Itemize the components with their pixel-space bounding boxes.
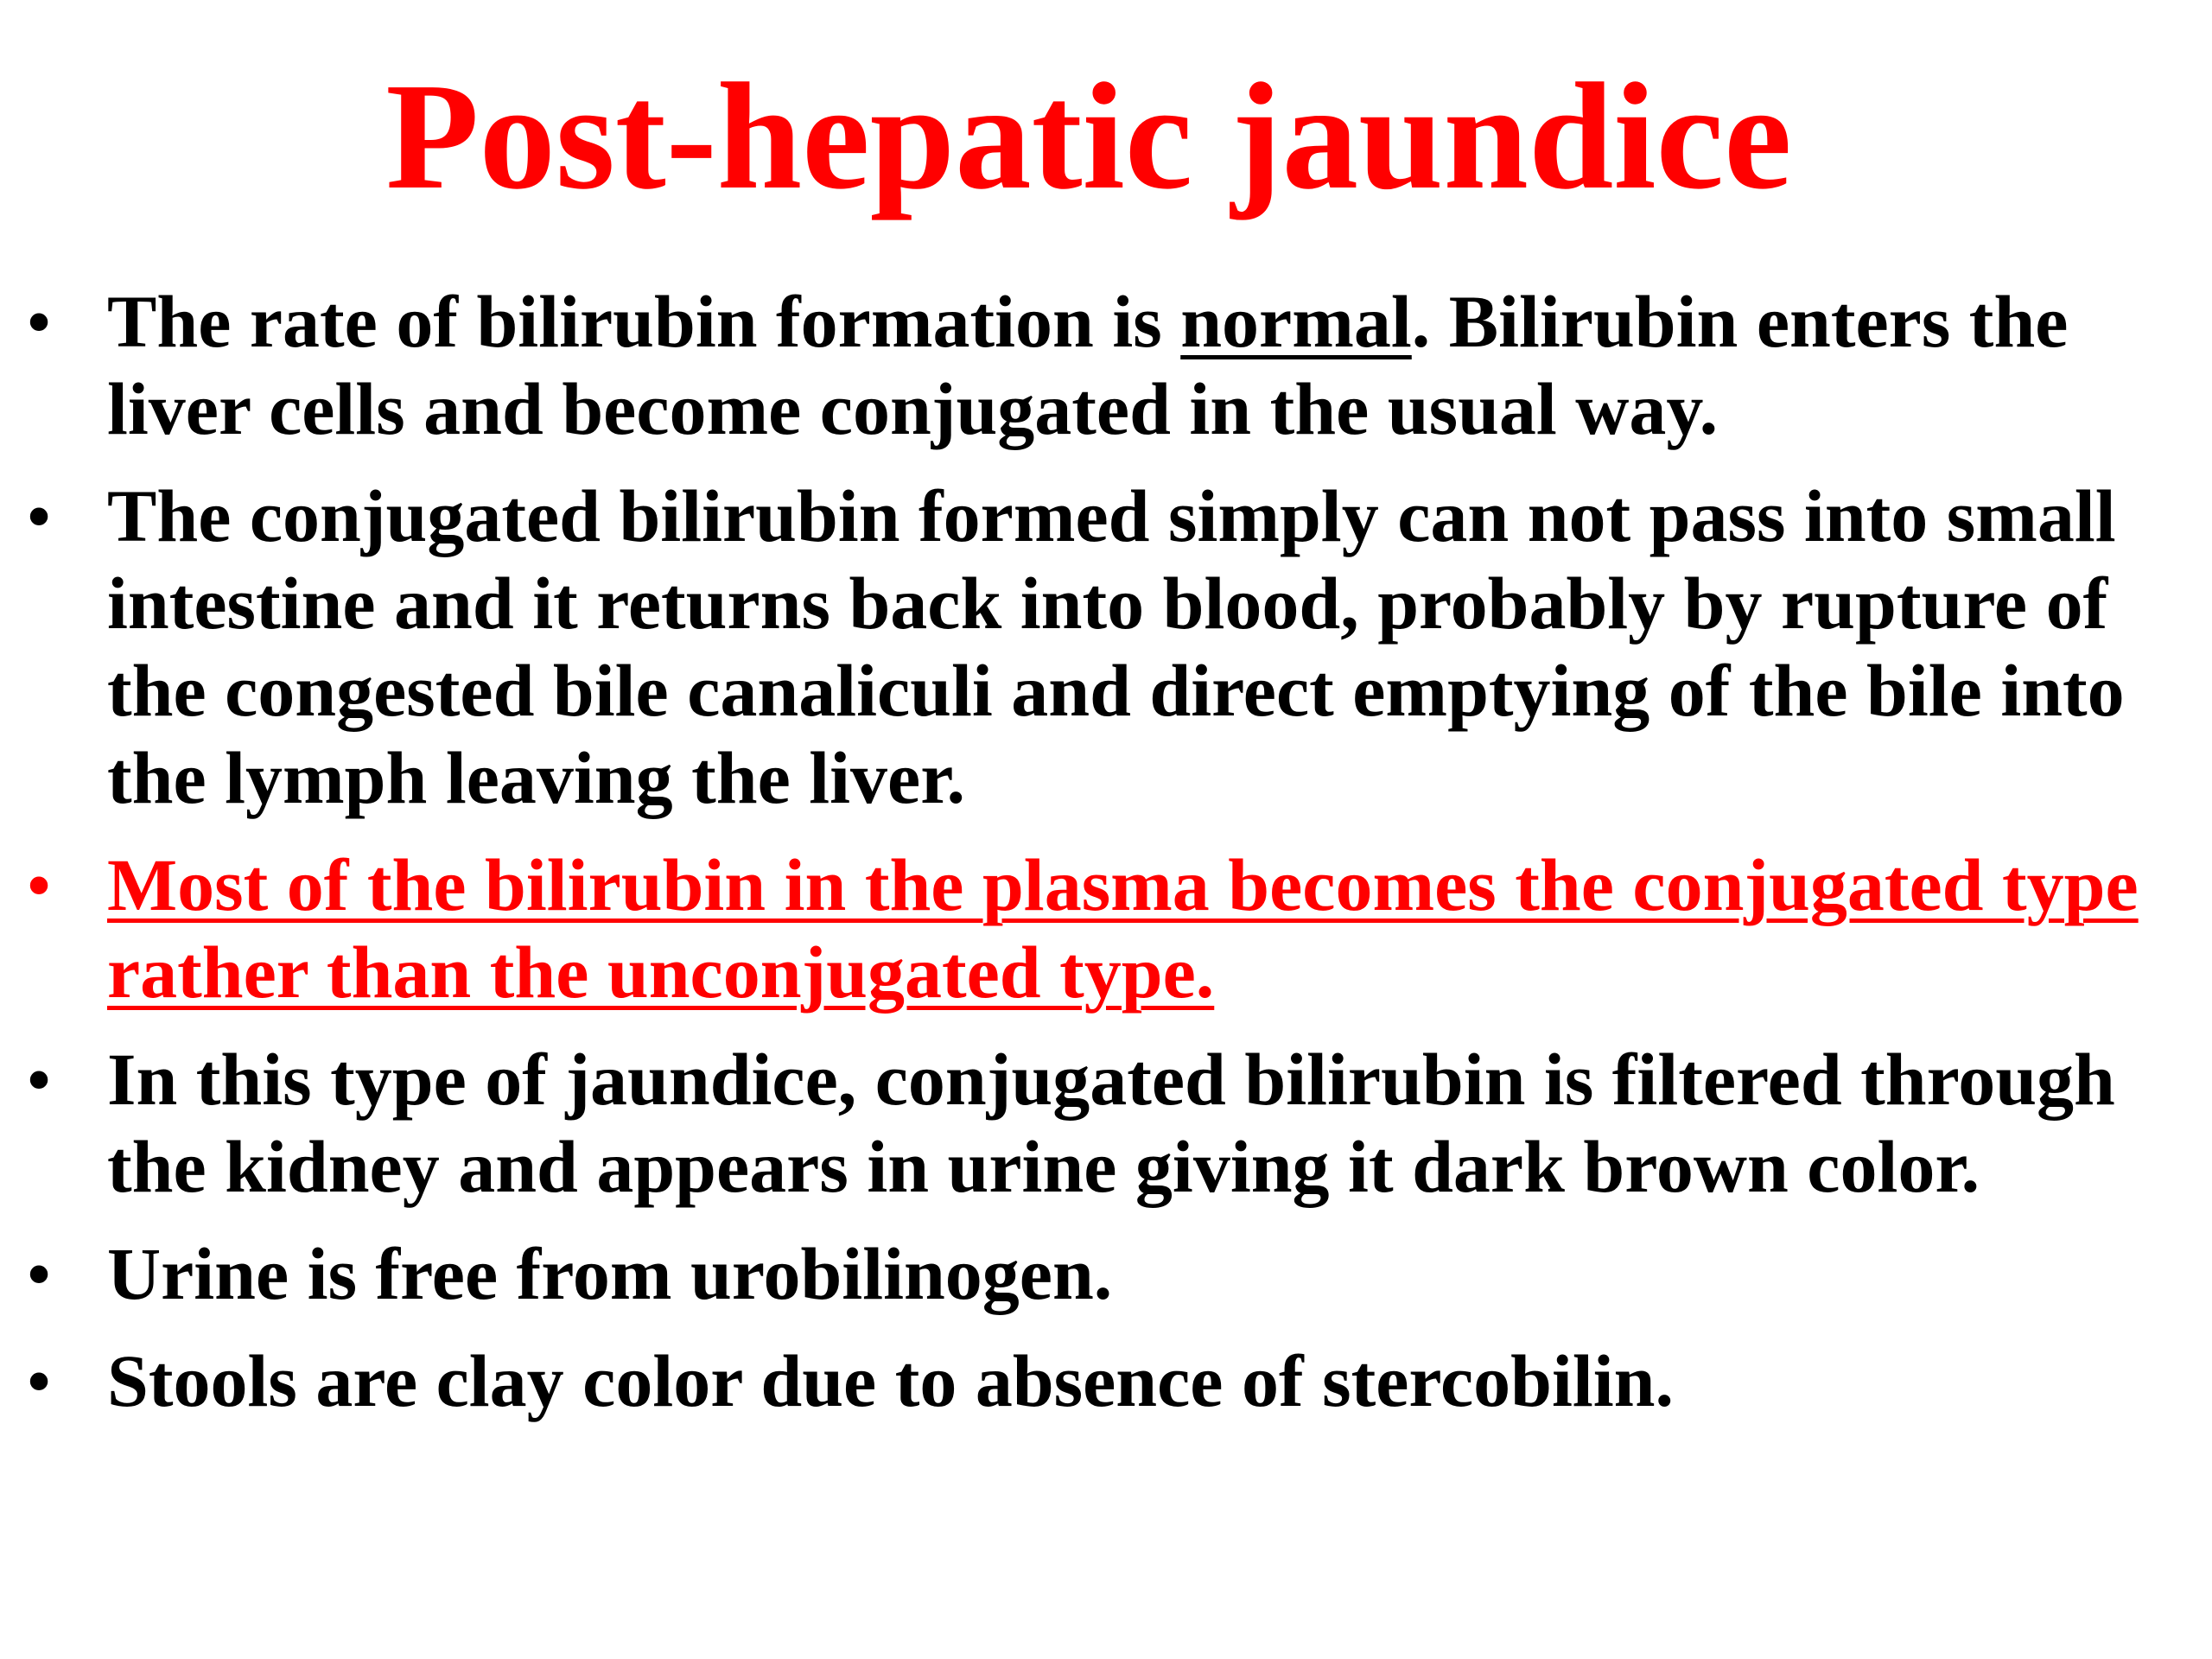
bullet-text-part: The rate of bilirubin formation is: [107, 280, 1181, 363]
bullet-dot-icon: •: [26, 1339, 53, 1422]
bullet-text: In this type of jaundice, conjugated bilirubin is filtered through the kidney and appears in urine giving it dark brown color.: [107, 1038, 2115, 1208]
bullet-text: Urine is free from urobilinogen.: [107, 1232, 1113, 1315]
bullet-item-2: [0, 473, 2212, 822]
bullet-text-part: . Bilirubin enters the liver cells and become conjugated in the usual way.: [107, 280, 2069, 450]
bullet-text: [107, 280, 2068, 450]
bullet-item-5: [0, 1230, 2212, 1318]
bullet-dot-icon: •: [26, 1232, 53, 1315]
bullet-dot-icon: •: [26, 474, 53, 557]
bullet-dot-icon: •: [26, 1038, 53, 1121]
bullet-item-3-highlighted: [0, 842, 2212, 1016]
bullet-text: The conjugated bilirubin formed simply can not pass into small intestine and it returns back into blood, probably by rupture of the congested bile canaliculi and direct emptying of the bile into the lymph leaving the liver.: [107, 474, 2125, 819]
bullet-text: Stools are clay color due to absence of stercobilin.: [107, 1339, 1675, 1422]
bullet-dot-icon: •: [26, 843, 53, 926]
slide-title: Post-hepatic jaundice: [385, 52, 1792, 221]
bullet-item-6: [0, 1338, 2212, 1425]
underlined-word: normal: [1180, 280, 1412, 363]
bullet-list: [0, 278, 2212, 1445]
bullet-dot-icon: •: [26, 280, 53, 363]
bullet-item-1: [0, 278, 2212, 453]
bullet-text: Most of the bilirubin in the plasma becomes the conjugated type rather than the unconjugated type.: [107, 843, 2139, 1014]
bullet-item-4: [0, 1036, 2212, 1211]
